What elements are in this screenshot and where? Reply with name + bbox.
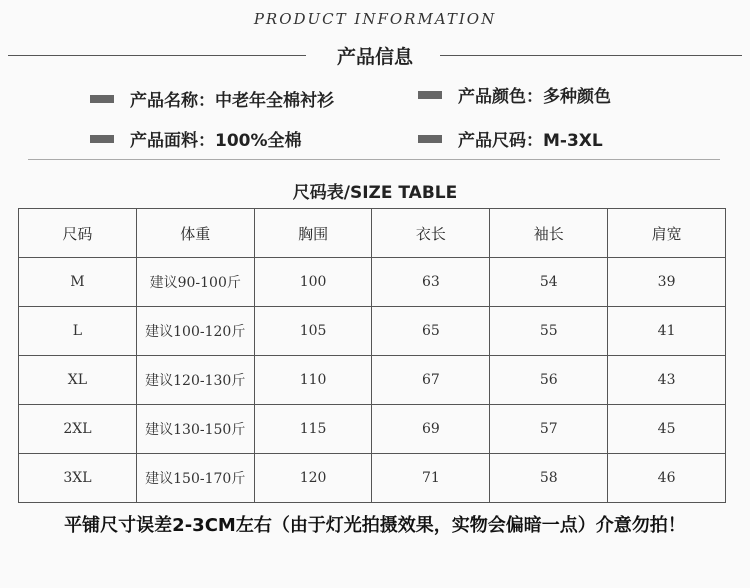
table-cell: 56: [490, 356, 608, 405]
bullet-bar-icon: [90, 135, 114, 143]
table-cell: 建议100-120斤: [136, 307, 254, 356]
header-cell: 袖长: [490, 209, 608, 258]
info-product-name: [90, 86, 334, 111]
table-cell: 71: [372, 454, 490, 503]
table-cell: 39: [608, 258, 726, 307]
table-cell: 67: [372, 356, 490, 405]
info-product-color-text: 产品颜色：多种颜色: [458, 87, 611, 107]
table-cell: 建议150-170斤: [136, 454, 254, 503]
table-row: [19, 356, 726, 405]
table-cell: 63: [372, 258, 490, 307]
size-table-title: 尺码表/SIZE TABLE: [292, 183, 458, 203]
table-cell: 65: [372, 307, 490, 356]
table-cell: 110: [254, 356, 372, 405]
header-cell: 尺码: [19, 209, 137, 258]
header-cell: 衣长: [372, 209, 490, 258]
table-cell: 建议130-150斤: [136, 405, 254, 454]
table-cell: 54: [490, 258, 608, 307]
table-cell: 3XL: [19, 454, 137, 503]
table-cell: 100: [254, 258, 372, 307]
table-cell: 建议90-100斤: [136, 258, 254, 307]
table-cell: 建议120-130斤: [136, 356, 254, 405]
info-product-size-text: 产品尺码：M-3XL: [458, 131, 603, 151]
bullet-bar-icon: [418, 135, 442, 143]
table-row: [19, 405, 726, 454]
table-cell: 46: [608, 454, 726, 503]
info-product-name-text: 产品名称：中老年全棉衬衫: [130, 91, 334, 111]
table-cell: 69: [372, 405, 490, 454]
info-product-color: [418, 82, 611, 107]
bullet-bar-icon: [90, 95, 114, 103]
table-cell: 57: [490, 405, 608, 454]
header-cell: 胸围: [254, 209, 372, 258]
table-row: [19, 258, 726, 307]
header-cell: 肩宽: [608, 209, 726, 258]
table-cell: 105: [254, 307, 372, 356]
table-cell: 45: [608, 405, 726, 454]
header-title-cn: 产品信息: [336, 46, 413, 68]
table-cell: M: [19, 258, 137, 307]
size-error-note: 平铺尺寸误差2-3CM左右（由于灯光拍摄效果，实物会偏暗一点）介意勿拍！: [64, 515, 686, 536]
table-cell: 41: [608, 307, 726, 356]
table-cell: 2XL: [19, 405, 137, 454]
info-product-fabric-text: 产品面料：100%全棉: [130, 131, 302, 151]
size-table: [18, 208, 726, 503]
table-row: [19, 454, 726, 503]
table-cell: XL: [19, 356, 137, 405]
header-cell: 体重: [136, 209, 254, 258]
section-divider: [28, 159, 720, 160]
header-title-en: PRODUCT INFORMATION: [253, 10, 497, 28]
table-row: [19, 307, 726, 356]
bullet-bar-icon: [418, 91, 442, 99]
table-cell: 43: [608, 356, 726, 405]
table-header-row: [19, 209, 726, 258]
table-cell: L: [19, 307, 137, 356]
table-cell: 58: [490, 454, 608, 503]
info-product-size: [418, 126, 603, 151]
table-cell: 115: [254, 405, 372, 454]
info-product-fabric: [90, 126, 302, 151]
table-cell: 55: [490, 307, 608, 356]
table-cell: 120: [254, 454, 372, 503]
